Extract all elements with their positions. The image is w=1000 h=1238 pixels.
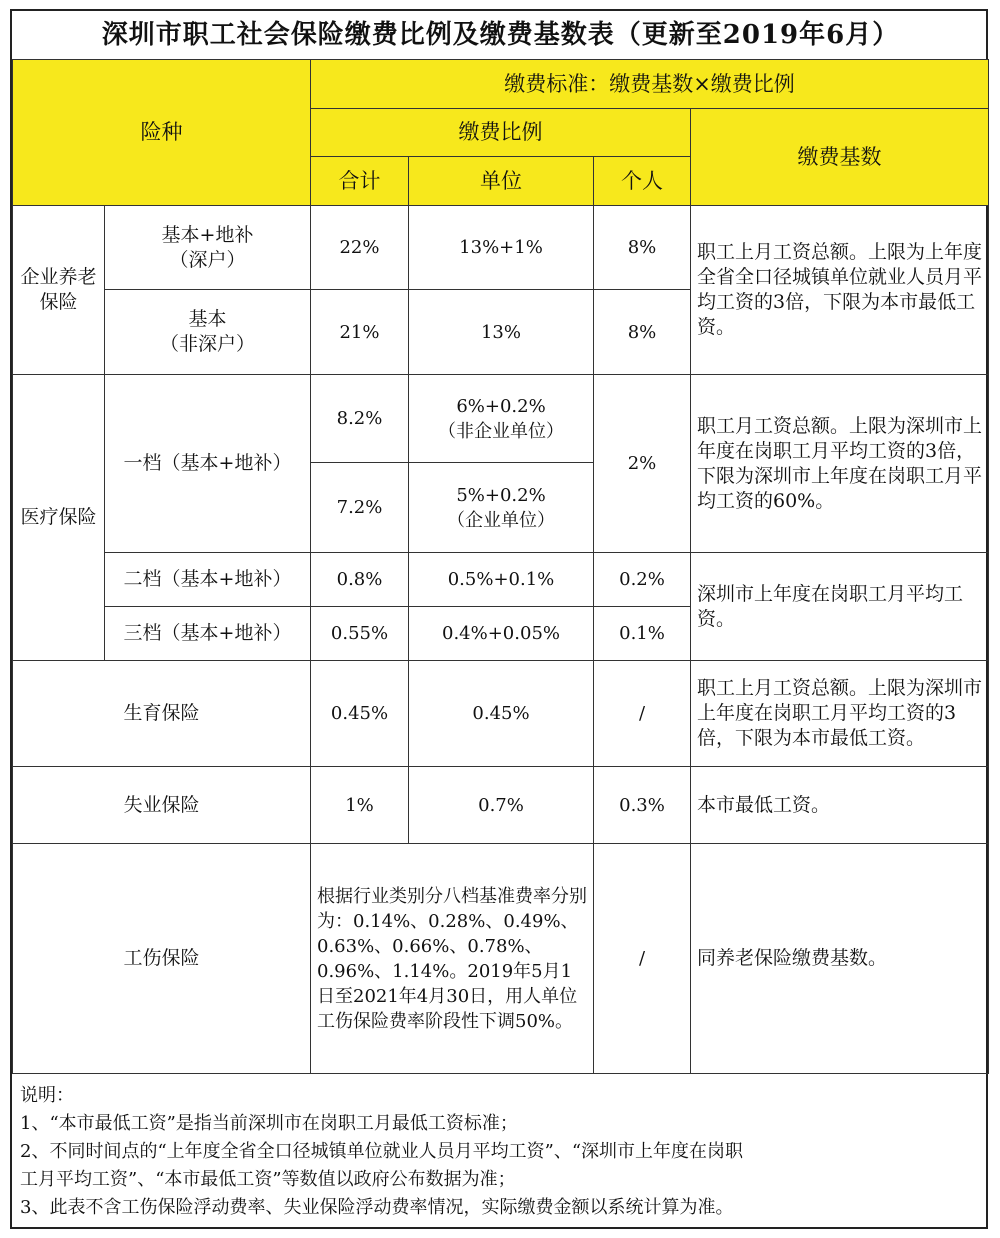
- injury-ratio: 根据行业类别分八档基准费率分别为：0.14%、0.28%、0.49%、0.63%、0.66%、0.78%、0.96%、1.14%。2019年5月1日至2021年4月30日，用人单位工伤保险费率阶段性下调50%。: [311, 844, 594, 1074]
- medical-tier1-total-1: 8.2%: [311, 375, 409, 463]
- pension-personal-2: 8%: [594, 290, 691, 375]
- medical-tier2-total: 0.8%: [311, 553, 409, 607]
- medical-tier1-base: 职工月工资总额。上限为深圳市上年度在岗职工月平均工资的3倍，下限为深圳市上年度在岗职工月平均工资的60%。: [691, 375, 989, 553]
- medical-tier2-label: 二档（基本+地补）: [105, 553, 311, 607]
- pension-unit-2: 13%: [409, 290, 594, 375]
- notes-title: 说明：: [20, 1085, 74, 1106]
- pension-base: 职工上月工资总额。上限为上年度全省全口径城镇单位就业人员月平均工资的3倍，下限为本市最低工资。: [691, 206, 989, 375]
- pension-sub-2: 基本 （非深户）: [105, 290, 311, 375]
- maternity-total: 0.45%: [311, 661, 409, 767]
- maternity-unit: 0.45%: [409, 661, 594, 767]
- insurance-table: [12, 11, 989, 1074]
- note-3: 3、此表不含工伤保险浮动费率、失业保险浮动费率情况，实际缴费金额以系统计算为准。: [20, 1197, 734, 1218]
- pension-total-1: 22%: [311, 206, 409, 290]
- pension-sub-1: 基本+地补 （深户）: [105, 206, 311, 290]
- unemployment-total: 1%: [311, 767, 409, 844]
- medical-tier1-unit-1: 6%+0.2% （非企业单位）: [409, 375, 594, 463]
- header-personal: 个人: [594, 157, 691, 206]
- document-frame: [10, 9, 988, 1229]
- medical-tier1-personal: 2%: [594, 375, 691, 553]
- injury-personal: /: [594, 844, 691, 1074]
- header-unit: 单位: [409, 157, 594, 206]
- note-1: 1、“本市最低工资”是指当前深圳市在岗职工月最低工资标准；: [20, 1113, 518, 1134]
- medical-tier1-unit-2: 5%+0.2% （企业单位）: [409, 463, 594, 553]
- medical-tier3-label: 三档（基本+地补）: [105, 607, 311, 661]
- medical-tier23-base: 深圳市上年度在岗职工月平均工资。: [691, 553, 989, 661]
- header-base: 缴费基数: [691, 109, 989, 206]
- medical-tier1-total-2: 7.2%: [311, 463, 409, 553]
- note-2a: 2、不同时间点的“上年度全省全口径城镇单位就业人员月平均工资”、“深圳市上年度在岗职: [20, 1141, 744, 1162]
- medical-tier1-label: 一档（基本+地补）: [105, 375, 311, 553]
- medical-tier3-total: 0.55%: [311, 607, 409, 661]
- medical-tier2-unit: 0.5%+0.1%: [409, 553, 594, 607]
- medical-tier3-personal: 0.1%: [594, 607, 691, 661]
- maternity-personal: /: [594, 661, 691, 767]
- unemployment-name: 失业保险: [13, 767, 311, 844]
- injury-base: 同养老保险缴费基数。: [691, 844, 989, 1074]
- unemployment-unit: 0.7%: [409, 767, 594, 844]
- pension-unit-1: 13%+1%: [409, 206, 594, 290]
- unemployment-personal: 0.3%: [594, 767, 691, 844]
- maternity-name: 生育保险: [13, 661, 311, 767]
- injury-name: 工伤保险: [13, 844, 311, 1074]
- header-risk-type: 险种: [13, 60, 311, 206]
- page-title: 深圳市职工社会保险缴费比例及缴费基数表（更新至2019年6月）: [13, 11, 989, 60]
- medical-tier3-unit: 0.4%+0.05%: [409, 607, 594, 661]
- note-2b: 工月平均工资”、“本市最低工资”等数值以政府公布数据为准；: [20, 1169, 516, 1190]
- header-ratio: 缴费比例: [311, 109, 691, 157]
- notes-section: [20, 1082, 980, 1222]
- pension-name: 企业养老保险: [13, 206, 105, 375]
- header-total: 合计: [311, 157, 409, 206]
- medical-tier2-personal: 0.2%: [594, 553, 691, 607]
- medical-name: 医疗保险: [13, 375, 105, 661]
- pension-personal-1: 8%: [594, 206, 691, 290]
- maternity-base: 职工上月工资总额。上限为深圳市上年度在岗职工月平均工资的3倍，下限为本市最低工资。: [691, 661, 989, 767]
- header-standard: 缴费标准：缴费基数×缴费比例: [311, 60, 989, 109]
- unemployment-base: 本市最低工资。: [691, 767, 989, 844]
- pension-total-2: 21%: [311, 290, 409, 375]
